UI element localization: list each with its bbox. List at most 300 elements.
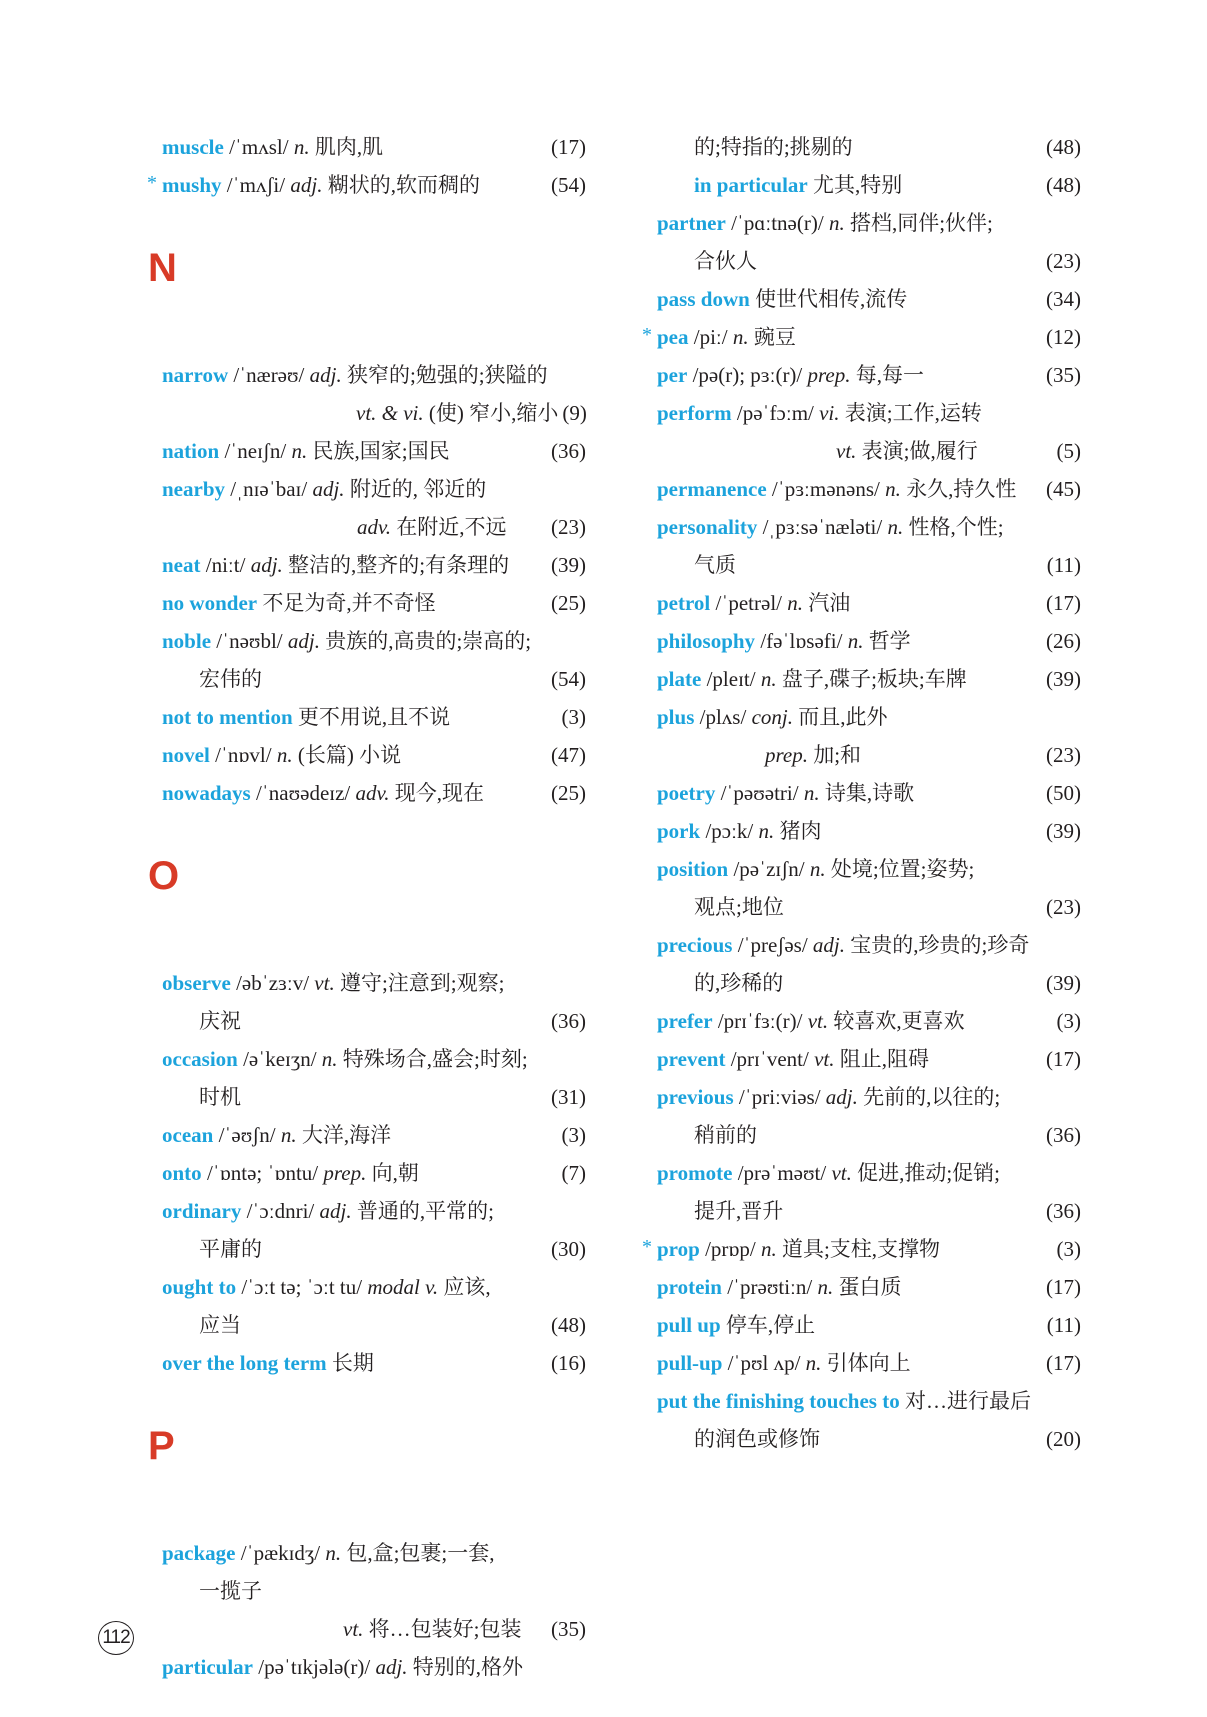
definition: 特殊场合,盛会;时刻;	[342, 1047, 528, 1071]
headword: permanence	[657, 477, 767, 501]
entry-continuation-line	[657, 736, 1081, 774]
entry-text	[162, 622, 531, 660]
entry-continuation-line	[657, 432, 1081, 470]
definition: 向,朝	[371, 1161, 419, 1185]
headword: protein	[657, 1275, 722, 1299]
headword: ocean	[162, 1123, 214, 1147]
entry-line	[657, 1344, 1081, 1382]
part-of-speech: vt.	[831, 1161, 852, 1185]
definition: 尤其,特别	[813, 173, 903, 197]
definition: 永久,持久性	[906, 477, 1017, 501]
entry-continuation-line	[162, 1002, 586, 1040]
entry-text	[657, 622, 911, 660]
entry-line	[657, 204, 1081, 242]
entry-line	[657, 1154, 1081, 1192]
pronunciation: /ˌpɜːsəˈnæləti/	[762, 515, 883, 539]
section-letter: P	[148, 1424, 175, 1468]
unit-reference: (35)	[551, 1617, 586, 1641]
entry-text	[836, 432, 978, 470]
part-of-speech: n.	[817, 1275, 834, 1299]
entry-text	[162, 584, 436, 622]
entry-text	[657, 584, 850, 622]
headword: prevent	[657, 1047, 726, 1071]
unit-reference: (23)	[1046, 249, 1081, 273]
entry-text	[657, 1382, 1031, 1420]
entry-text	[199, 1078, 241, 1116]
part-of-speech: prep.	[807, 363, 851, 387]
definition: 整洁的,整齐的;有条理的	[288, 553, 510, 577]
entry-text	[694, 1192, 783, 1230]
pronunciation: /əˈkeɪʒn/	[243, 1047, 317, 1071]
entry-text	[162, 470, 486, 508]
entry-text	[694, 166, 902, 204]
entry-text	[162, 1344, 374, 1382]
headword: observe	[162, 971, 231, 995]
entry-text	[199, 660, 262, 698]
entry-text	[162, 736, 401, 774]
pronunciation: /ˈpɑːtnə(r)/	[731, 211, 824, 235]
entry-line	[162, 356, 586, 394]
headword: ordinary	[162, 1199, 242, 1223]
headword: package	[162, 1541, 236, 1565]
definition: 应当	[199, 1313, 241, 1337]
unit-reference: (39)	[1046, 819, 1081, 843]
part-of-speech: n.	[760, 667, 777, 691]
entry-continuation-line	[657, 166, 1081, 204]
entry-continuation-line	[657, 1192, 1081, 1230]
entry-text	[162, 1648, 523, 1686]
entry-line	[162, 1648, 586, 1686]
entry-line	[162, 1344, 586, 1382]
pronunciation: /ˈpɜːmənəns/	[771, 477, 880, 501]
headword: per	[657, 363, 688, 387]
pronunciation: /ˈpəʊətri/	[720, 781, 799, 805]
section-heading	[148, 1382, 586, 1534]
entry-text	[657, 1344, 911, 1382]
pronunciation: /ˈpriːviəs/	[738, 1085, 821, 1109]
part-of-speech: adj.	[812, 933, 846, 957]
entry-line	[657, 926, 1081, 964]
pronunciation: /ˈnəʊbl/	[216, 629, 283, 653]
entry-text	[657, 812, 822, 850]
entry-text	[199, 1230, 262, 1268]
definition: 较喜欢,更喜欢	[833, 1009, 965, 1033]
entry-line	[657, 1078, 1081, 1116]
pronunciation: /əbˈzɜːv/	[236, 971, 310, 995]
entry-line	[162, 736, 586, 774]
entry-line	[657, 280, 1081, 318]
headword: nowadays	[162, 781, 251, 805]
definition: 搭档,同伴;伙伴;	[849, 211, 993, 235]
headword: pork	[657, 819, 701, 843]
headword: nation	[162, 439, 220, 463]
entry-text	[162, 964, 504, 1002]
definition: 民族,国家;国民	[312, 439, 450, 463]
unit-reference: (36)	[1046, 1199, 1081, 1223]
entry-text	[765, 736, 861, 774]
entry-text	[162, 1534, 495, 1572]
definition: 阻止,阻碍	[839, 1047, 929, 1071]
part-of-speech: n.	[325, 1541, 342, 1565]
headword: novel	[162, 743, 210, 767]
entry-line	[657, 622, 1081, 660]
part-of-speech: adv.	[355, 781, 390, 805]
definition: 长期	[331, 1351, 374, 1375]
pronunciation: /prɒp/	[705, 1237, 756, 1261]
entry-continuation-line	[657, 964, 1081, 1002]
unit-reference: (35)	[1046, 363, 1081, 387]
part-of-speech: n.	[809, 857, 826, 881]
unit-reference: (17)	[551, 135, 586, 159]
unit-reference: (23)	[1046, 743, 1081, 767]
definition: 提升,晋升	[694, 1199, 784, 1223]
definition: 引体向上	[826, 1351, 911, 1375]
pronunciation: /pə(r); pɜː(r)/	[692, 363, 803, 387]
definition: 蛋白质	[838, 1275, 902, 1299]
unit-reference: (3)	[561, 1123, 586, 1147]
entry-line	[657, 812, 1081, 850]
part-of-speech: adj.	[319, 1199, 352, 1223]
entry-line	[657, 470, 1081, 508]
entry-text	[657, 850, 974, 888]
pronunciation: /ˈprəʊtiːn/	[727, 1275, 813, 1299]
unit-reference: (54)	[551, 667, 586, 691]
definition: 贵族的,高贵的;崇高的;	[325, 629, 532, 653]
entry-line	[657, 660, 1081, 698]
definition: 表演;做,履行	[861, 439, 978, 463]
unit-reference: (48)	[1046, 173, 1081, 197]
unit-reference: (17)	[1046, 1275, 1081, 1299]
unit-reference: (3)	[1056, 1237, 1081, 1261]
entry-line	[162, 964, 586, 1002]
part-of-speech: adj.	[287, 629, 320, 653]
headword: philosophy	[657, 629, 756, 653]
section-heading	[148, 204, 586, 356]
entry-text	[162, 1040, 528, 1078]
entry-text	[657, 1002, 965, 1040]
entry-text	[162, 774, 484, 812]
pronunciation: /prɪˈvent/	[730, 1047, 809, 1071]
entry-text	[657, 508, 1004, 546]
definition: 每,每一	[855, 363, 924, 387]
definition: 停车,停止	[725, 1313, 816, 1337]
headword: neat	[162, 553, 201, 577]
pronunciation: /piː/	[693, 325, 728, 349]
entry-text	[657, 774, 914, 812]
entry-line	[162, 622, 586, 660]
pronunciation: /ˌnɪəˈbaɪ/	[230, 477, 308, 501]
headword: occasion	[162, 1047, 238, 1071]
headword: partner	[657, 211, 726, 235]
definition: 气质	[694, 553, 736, 577]
unit-reference: (12)	[1046, 325, 1081, 349]
optional-word-marker: *	[147, 172, 157, 194]
part-of-speech: adj.	[312, 477, 345, 501]
entry-continuation-line	[162, 1572, 586, 1610]
glossary-column-right	[642, 128, 1081, 1458]
headword: plate	[657, 667, 702, 691]
unit-reference: (31)	[551, 1085, 586, 1109]
part-of-speech: n.	[732, 325, 749, 349]
entry-text	[657, 1154, 1000, 1192]
unit-reference: (23)	[551, 515, 586, 539]
definition: 现今,现在	[394, 781, 485, 805]
unit-reference: (3)	[561, 705, 586, 729]
entry-text	[162, 1268, 491, 1306]
unit-reference: (17)	[1046, 1351, 1081, 1375]
unit-reference: (25)	[551, 591, 586, 615]
entry-text	[657, 1268, 901, 1306]
definition: 在附近,不远	[396, 515, 507, 539]
entry-text	[199, 1002, 241, 1040]
unit-reference: (36)	[551, 1009, 586, 1033]
entry-continuation-line	[657, 888, 1081, 926]
part-of-speech: adj.	[309, 363, 342, 387]
entry-text	[162, 546, 509, 584]
pronunciation: /ˈɒntə; ˈɒntu/	[206, 1161, 319, 1185]
part-of-speech: prep.	[765, 743, 808, 767]
entry-text	[162, 698, 450, 736]
pronunciation: /pəˈfɔːm/	[736, 401, 814, 425]
definition: 的润色或修饰	[694, 1427, 820, 1451]
pronunciation: /niːt/	[205, 553, 246, 577]
pronunciation: /plʌs/	[699, 705, 747, 729]
headword: plus	[657, 705, 695, 729]
part-of-speech: n.	[293, 135, 310, 159]
pronunciation: /fəˈlɒsəfi/	[760, 629, 843, 653]
unit-reference: (16)	[551, 1351, 586, 1375]
definition: 不足为奇,并不奇怪	[262, 591, 436, 615]
definition: 的;特指的;挑剔的	[694, 135, 853, 159]
entry-text	[657, 280, 907, 318]
definition: 特别的,格外	[412, 1655, 524, 1679]
entry-text	[657, 356, 924, 394]
part-of-speech: adj.	[290, 173, 323, 197]
entry-text	[657, 470, 1016, 508]
entry-continuation-line	[657, 546, 1081, 584]
section-letter: O	[148, 854, 180, 898]
definition: 处境;位置;姿势;	[830, 857, 975, 881]
entry-continuation-line	[162, 1306, 586, 1344]
unit-reference: (26)	[1046, 629, 1081, 653]
pronunciation: /ˈəʊʃn/	[218, 1123, 276, 1147]
entry-continuation-line	[162, 1078, 586, 1116]
unit-reference: (30)	[551, 1237, 586, 1261]
headword: noble	[162, 629, 212, 653]
entry-line	[162, 1116, 586, 1154]
headword: muscle	[162, 135, 224, 159]
entry-continuation-line	[657, 1420, 1081, 1458]
entry-text	[657, 926, 1029, 964]
headword: precious	[657, 933, 733, 957]
definition: 的,珍稀的	[694, 971, 784, 995]
unit-reference: (47)	[551, 743, 586, 767]
pronunciation: /ˈnærəʊ/	[233, 363, 305, 387]
pronunciation: /prəˈməʊt/	[737, 1161, 827, 1185]
entry-line	[657, 1382, 1081, 1420]
entry-line	[162, 1268, 586, 1306]
unit-reference: (39)	[551, 553, 586, 577]
unit-reference: (9)	[562, 401, 587, 425]
entry-line	[642, 1230, 1081, 1268]
entry-text	[162, 1192, 494, 1230]
pronunciation: /ˈnɒvl/	[215, 743, 272, 767]
definition: 宏伟的	[199, 667, 262, 691]
entry-line	[162, 1534, 586, 1572]
pronunciation: /ˈpʊl ʌp/	[727, 1351, 801, 1375]
definition: 肌肉,肌	[314, 135, 384, 159]
definition: 普通的,平常的;	[356, 1199, 494, 1223]
entry-line	[162, 1154, 586, 1192]
headword: over the long term	[162, 1351, 327, 1375]
headword: put the finishing touches to	[657, 1389, 900, 1413]
definition: 一揽子	[199, 1579, 262, 1603]
entry-line	[657, 1268, 1081, 1306]
definition: 狭窄的;勉强的;狭隘的	[346, 363, 548, 387]
part-of-speech: n.	[803, 781, 820, 805]
pronunciation: /ˈmʌsl/	[229, 135, 289, 159]
part-of-speech: n.	[847, 629, 864, 653]
entry-line	[657, 1002, 1081, 1040]
entry-text	[162, 356, 548, 394]
definition: 将…包装好;包装	[368, 1617, 522, 1641]
unit-reference: (11)	[1046, 553, 1081, 577]
part-of-speech: modal v.	[367, 1275, 439, 1299]
headword: previous	[657, 1085, 734, 1109]
entry-line	[657, 774, 1081, 812]
headword: in particular	[694, 173, 808, 197]
entry-continuation-line	[657, 1116, 1081, 1154]
entry-line	[642, 318, 1081, 356]
entry-line	[147, 166, 586, 204]
part-of-speech: n.	[276, 743, 293, 767]
unit-reference: (17)	[1046, 1047, 1081, 1071]
entry-text	[199, 1306, 241, 1344]
entry-line	[657, 584, 1081, 622]
definition: 稍前的	[694, 1123, 757, 1147]
headword: no wonder	[162, 591, 258, 615]
definition: 猪肉	[779, 819, 822, 843]
unit-reference: (39)	[1046, 971, 1081, 995]
pronunciation: /ˈnaʊədeɪz/	[255, 781, 351, 805]
entry-line	[162, 128, 586, 166]
unit-reference: (25)	[551, 781, 586, 805]
entry-line	[657, 698, 1081, 736]
definition: 盘子,碟子;板块;车牌	[781, 667, 967, 691]
headword: pull up	[657, 1313, 721, 1337]
entry-line	[162, 1040, 586, 1078]
headword: prefer	[657, 1009, 713, 1033]
unit-reference: (17)	[1046, 591, 1081, 615]
headword: mushy	[162, 173, 222, 197]
pronunciation: /ˈɔːt tə; ˈɔːt tu/	[241, 1275, 363, 1299]
entry-text	[357, 508, 507, 546]
part-of-speech: n.	[760, 1237, 777, 1261]
part-of-speech: n.	[787, 591, 803, 615]
unit-reference: (11)	[1046, 1313, 1081, 1337]
part-of-speech: vt.	[807, 1009, 829, 1033]
optional-word-marker: *	[642, 1236, 652, 1258]
entry-text	[657, 660, 967, 698]
entry-text	[162, 128, 383, 166]
entry-text	[657, 698, 887, 736]
definition: 平庸的	[199, 1237, 262, 1261]
entry-text	[199, 1572, 262, 1610]
part-of-speech: adj.	[825, 1085, 858, 1109]
unit-reference: (39)	[1046, 667, 1081, 691]
definition: 附近的, 邻近的	[349, 477, 487, 501]
headword: pea	[657, 325, 689, 349]
headword: not to mention	[162, 705, 293, 729]
definition: 促进,推动;促销;	[857, 1161, 1001, 1185]
part-of-speech: n.	[321, 1047, 338, 1071]
part-of-speech: n.	[291, 439, 308, 463]
unit-reference: (34)	[1046, 287, 1081, 311]
entry-line	[657, 394, 1081, 432]
entry-text	[657, 394, 982, 432]
unit-reference: (45)	[1046, 477, 1081, 501]
headword: position	[657, 857, 729, 881]
headword: pull-up	[657, 1351, 723, 1375]
entry-text	[356, 394, 558, 432]
definition: 庆祝	[199, 1009, 241, 1033]
headword: personality	[657, 515, 758, 539]
definition: 应该,	[443, 1275, 491, 1299]
part-of-speech: adj.	[375, 1655, 408, 1679]
entry-continuation-line	[162, 394, 586, 432]
entry-text	[162, 1116, 391, 1154]
pronunciation: /ˈpækɪdʒ/	[240, 1541, 321, 1565]
entry-text	[694, 1116, 757, 1154]
entry-line	[162, 774, 586, 812]
entry-text	[694, 242, 757, 280]
entry-line	[657, 1306, 1081, 1344]
definition: (使) 窄小,缩小	[428, 401, 559, 425]
pronunciation: /ˈɔːdnri/	[246, 1199, 315, 1223]
part-of-speech: n.	[885, 477, 901, 501]
pronunciation: /prɪˈfɜː(r)/	[717, 1009, 803, 1033]
entry-text	[162, 432, 450, 470]
unit-reference: (36)	[551, 439, 586, 463]
headword: petrol	[657, 591, 711, 615]
part-of-speech: vt.	[314, 971, 335, 995]
part-of-speech: n.	[758, 819, 775, 843]
headword: poetry	[657, 781, 716, 805]
glossary-column-left	[147, 128, 587, 1686]
definition: 包,盒;包裹;一套,	[346, 1541, 495, 1565]
entry-text	[694, 546, 736, 584]
pronunciation: /pleɪt/	[706, 667, 756, 691]
entry-line	[162, 698, 586, 736]
entry-text	[657, 1306, 815, 1344]
definition: 性格,个性;	[908, 515, 1004, 539]
entry-text	[343, 1610, 522, 1648]
headword: narrow	[162, 363, 229, 387]
entry-continuation-line	[162, 1610, 586, 1648]
part-of-speech: n.	[280, 1123, 297, 1147]
entry-continuation-line	[162, 1230, 586, 1268]
headword: onto	[162, 1161, 202, 1185]
unit-reference: (48)	[1046, 135, 1081, 159]
unit-reference: (3)	[1056, 1009, 1081, 1033]
entry-continuation-line	[657, 128, 1081, 166]
pronunciation: /pəˈtɪkjələ(r)/	[258, 1655, 371, 1679]
entry-text	[657, 318, 796, 356]
unit-reference: (36)	[1046, 1123, 1081, 1147]
entry-text	[657, 1078, 1000, 1116]
entry-text	[162, 166, 480, 204]
part-of-speech: vi.	[819, 401, 840, 425]
